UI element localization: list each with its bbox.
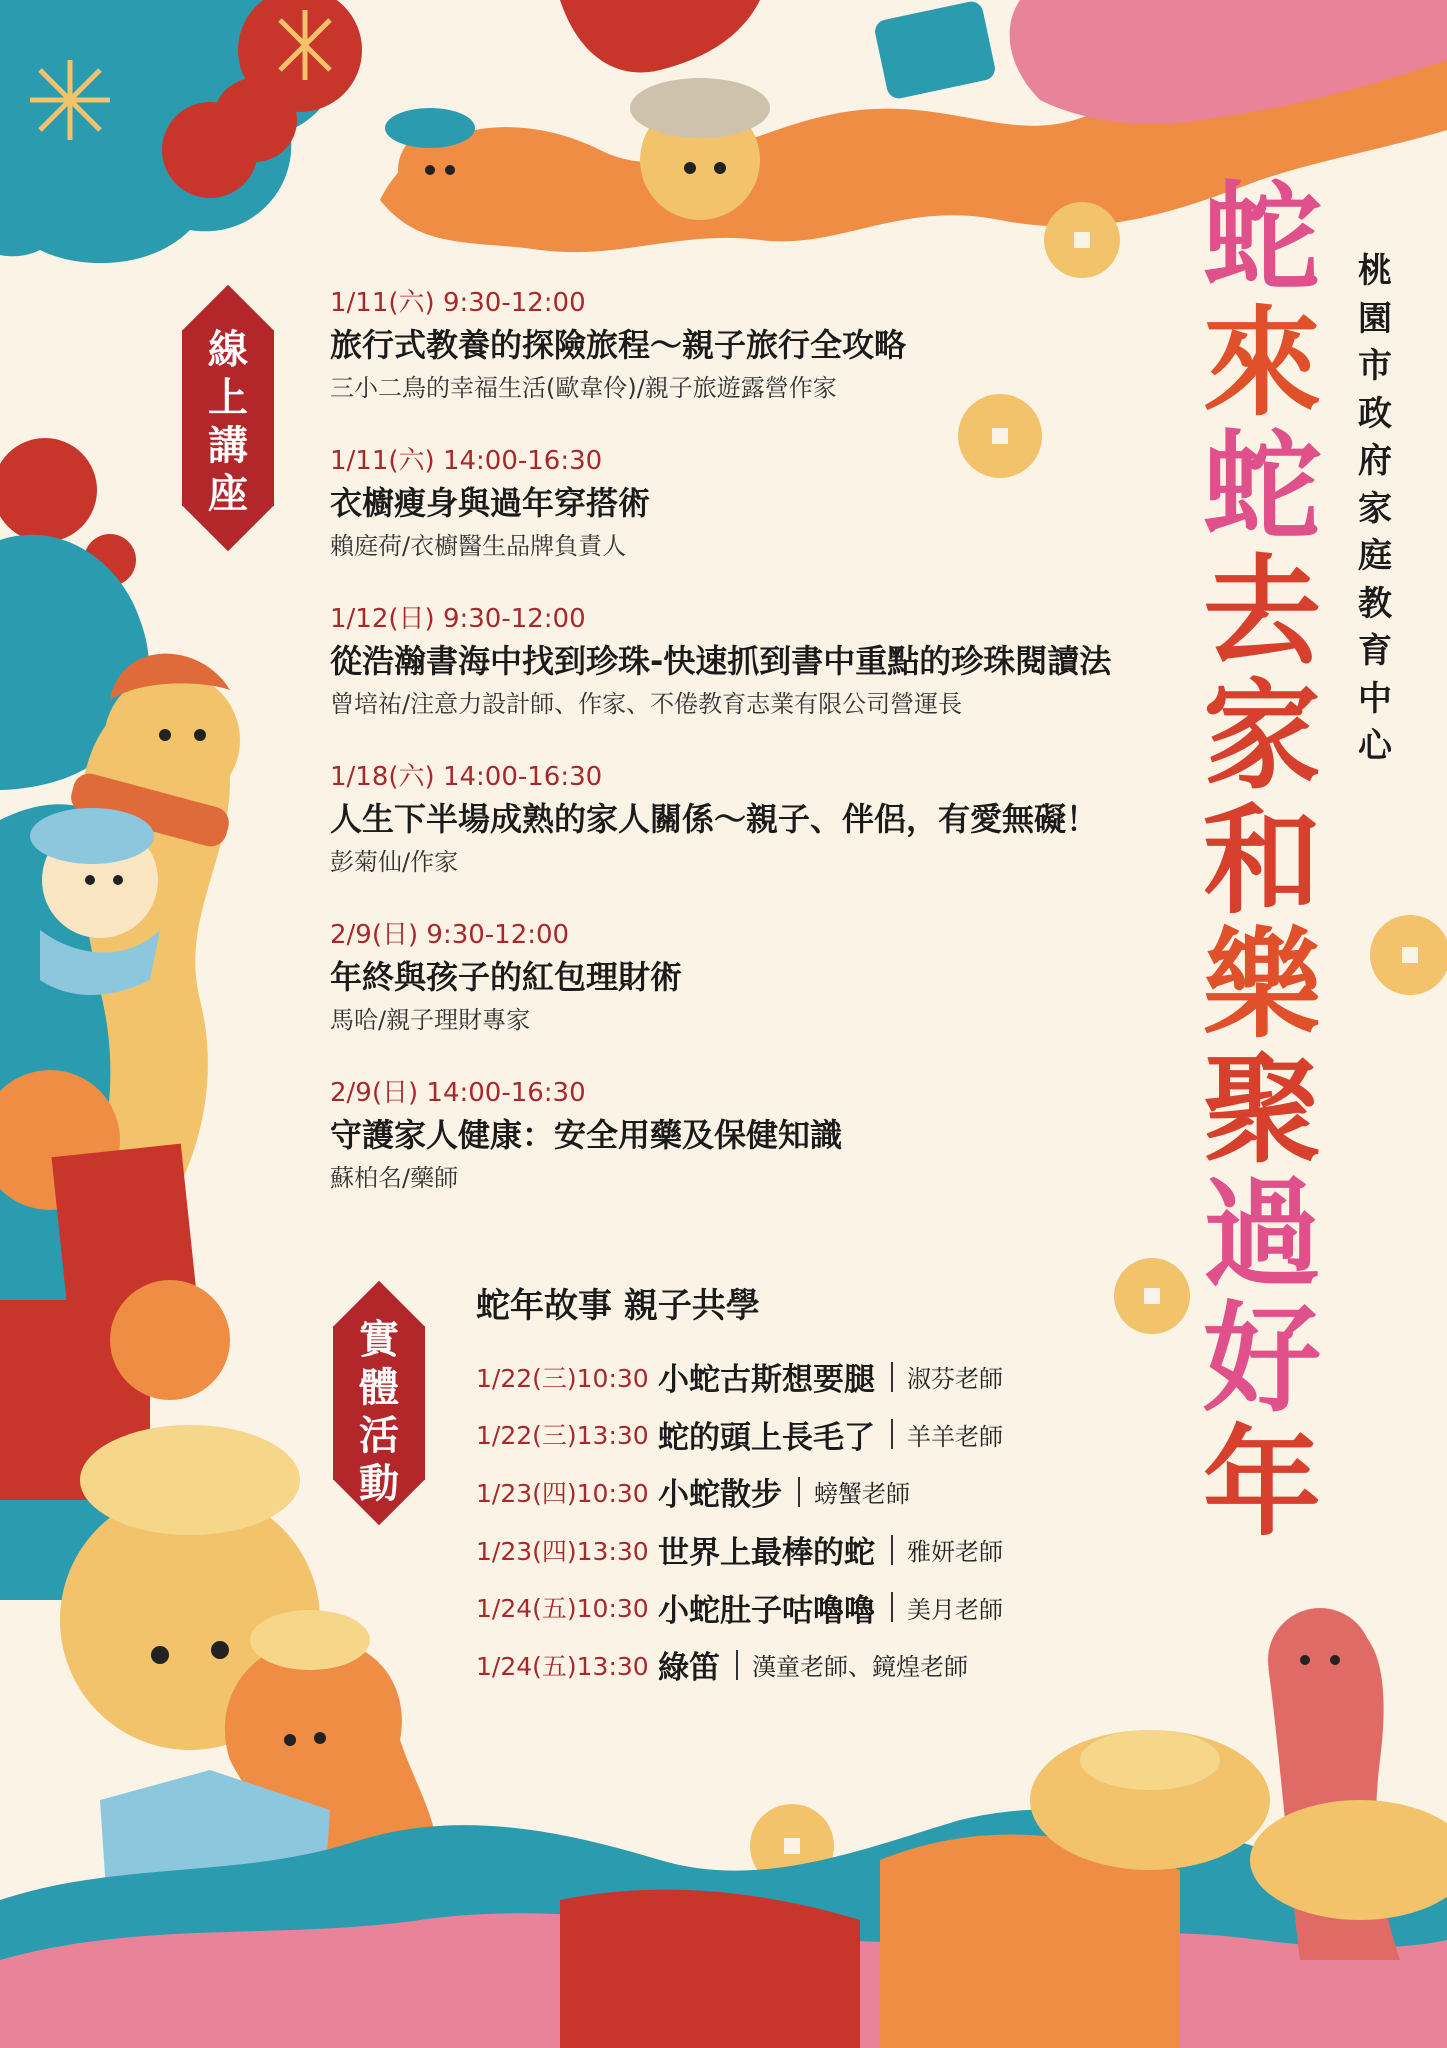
activity-time: 1/24(五)10:30 <box>476 1594 649 1624</box>
activity-teacher: 雅妍老師 <box>907 1538 1003 1567</box>
lecture-title: 旅行式教養的探險旅程～親子旅行全攻略 <box>330 326 907 364</box>
activity-divider <box>891 1419 893 1449</box>
activity-divider <box>891 1535 893 1565</box>
lecture-title: 人生下半場成熟的家人關係～親子、伴侶，有愛無礙！ <box>330 800 1099 838</box>
activity-title: 綠笛 <box>658 1650 720 1687</box>
lecture-item <box>330 600 1210 758</box>
activity-list <box>476 1348 1116 1694</box>
lecture-date: 2/9(日) 14:00-16:30 <box>330 1078 586 1108</box>
red-flower-left <box>0 438 97 542</box>
activity-title: 小蛇散步 <box>658 1477 782 1514</box>
lecture-speaker: 蘇柏名/藥師 <box>330 1164 459 1192</box>
slogan-char: 來 <box>1202 293 1321 432</box>
activity-item <box>476 1463 1116 1521</box>
slogan-char: 好 <box>1202 1289 1321 1428</box>
activity-divider <box>891 1362 893 1392</box>
activity-divider <box>736 1650 738 1680</box>
slogan-char: 年 <box>1202 1414 1321 1552</box>
lecture-speaker: 馬哈/親子理財專家 <box>330 1006 531 1034</box>
activity-title: 小蛇古斯想要腿 <box>658 1362 875 1399</box>
lecture-title: 守護家人健康：安全用藥及保健知識 <box>330 1116 843 1154</box>
slogan-char: 家 <box>1202 667 1321 805</box>
lecture-speaker: 三小二鳥的幸福生活(歐韋伶)/親子旅遊露營作家 <box>330 374 837 402</box>
physical-activity-badge-label: 實 體 活 動 <box>359 1317 399 1507</box>
lecture-title: 年終與孩子的紅包理財術 <box>330 958 683 996</box>
activity-item <box>476 1521 1116 1579</box>
lecture-item <box>330 442 1210 600</box>
lecture-speaker: 曾培祐/注意力設計師、作家、不倦教育志業有限公司營運長 <box>330 690 963 718</box>
activity-teacher: 漢童老師、鏡煌老師 <box>752 1653 968 1682</box>
activity-divider <box>891 1592 893 1622</box>
activity-divider <box>798 1477 800 1507</box>
activity-time: 1/24(五)13:30 <box>476 1651 649 1681</box>
activity-title: 蛇的頭上長毛了 <box>658 1419 875 1456</box>
slogan-char: 樂 <box>1202 916 1321 1054</box>
activity-time: 1/22(三)10:30 <box>476 1363 649 1393</box>
activity-heading: 蛇年故事 親子共學 <box>476 1286 760 1326</box>
lecture-date: 1/12(日) 9:30-12:00 <box>330 604 586 634</box>
slogan-char: 和 <box>1202 791 1321 930</box>
lecture-title: 從浩瀚書海中找到珍珠-快速抓到書中重點的珍珠閱讀法 <box>330 642 1112 680</box>
activity-teacher: 羊羊老師 <box>907 1422 1003 1451</box>
physical-activity-badge <box>333 1294 425 1530</box>
slogan-char: 去 <box>1202 542 1321 681</box>
snake-head-bottom-right <box>1268 1608 1372 1712</box>
online-lecture-badge <box>182 298 274 558</box>
lecture-list <box>330 284 1210 1232</box>
activity-teacher: 螃蟹老師 <box>814 1480 910 1509</box>
slogan-title <box>1182 169 1342 1552</box>
lecture-speaker: 賴庭荷/衣櫥醫生品牌負責人 <box>330 532 627 560</box>
activity-item <box>476 1578 1116 1636</box>
lecture-date: 2/9(日) 9:30-12:00 <box>330 920 570 950</box>
online-lecture-badge-label: 線 上 講 座 <box>208 327 248 517</box>
slogan-char: 蛇 <box>1202 418 1321 556</box>
lecture-item <box>330 916 1210 1074</box>
lecture-title: 衣櫥瘦身與過年穿搭術 <box>330 484 651 522</box>
activity-teacher: 美月老師 <box>907 1595 1003 1624</box>
lecture-date: 1/11(六) 9:30-12:00 <box>330 288 586 318</box>
lecture-item <box>330 758 1210 916</box>
slogan-char: 過 <box>1202 1165 1321 1303</box>
activity-time: 1/22(三)13:30 <box>476 1421 649 1451</box>
activity-item <box>476 1406 1116 1464</box>
activity-title: 小蛇肚子咕嚕嚕 <box>658 1592 875 1629</box>
lecture-item <box>330 284 1210 442</box>
organizer-name: 桃 園 市 政 府 家 庭 教 育 中 心 <box>1358 251 1392 766</box>
slogan-char: 聚 <box>1202 1040 1321 1179</box>
activity-teacher: 淑芬老師 <box>907 1365 1003 1394</box>
activity-title: 世界上最棒的蛇 <box>658 1535 875 1572</box>
activity-time: 1/23(四)13:30 <box>476 1536 649 1566</box>
activity-time: 1/23(四)10:30 <box>476 1478 649 1508</box>
slogan-char: 蛇 <box>1202 169 1321 307</box>
lecture-date: 1/11(六) 14:00-16:30 <box>330 446 603 476</box>
activity-item <box>476 1348 1116 1406</box>
activity-item <box>476 1636 1116 1694</box>
lecture-item <box>330 1074 1210 1232</box>
lecture-speaker: 彭菊仙/作家 <box>330 848 459 876</box>
lecture-date: 1/18(六) 14:00-16:30 <box>330 762 603 792</box>
